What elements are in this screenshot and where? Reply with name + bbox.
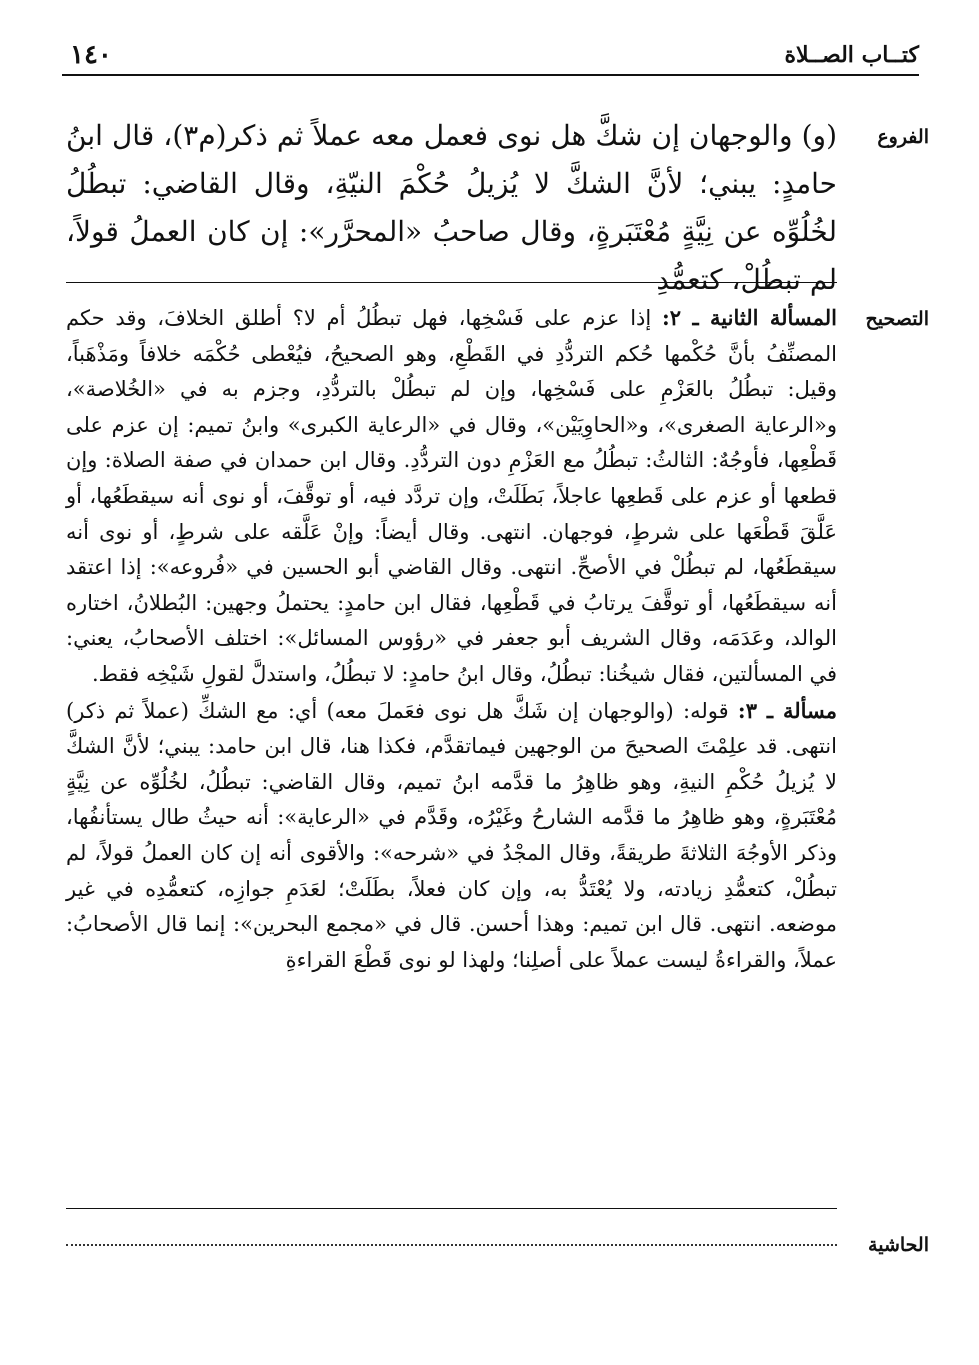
tashih-paragraph-1 bbox=[66, 300, 837, 693]
tashih-paragraph-2 bbox=[66, 693, 837, 979]
masala-3-heading: مسألة ـ ٣: bbox=[737, 697, 837, 723]
tashih-section bbox=[66, 300, 837, 978]
book-title: كتــاب الصــلاة bbox=[784, 42, 919, 68]
tashih-label: التصحيح bbox=[865, 308, 929, 330]
furu-label: الفروع bbox=[877, 126, 929, 148]
section-divider-2 bbox=[66, 1208, 837, 1209]
page-number: ١٤٠ bbox=[70, 40, 112, 70]
masala-2-text: إذا عزم على فَسْخِها، فهل تبطُلُ أم لا؟ أطلق الخلافَ، وقد حكم المصنِّفُ بأنَّ حُكْمها حُكم التردُّدِ في القَطْعِ، وهو الصحيحُ، فيُعْطى حُكْمَه خلافاً ومَذْهَباً، وقيل: تبطُلُ بالعَزْمِ على فَسْخِها، وإن لم تبطُلْ بالتردُّدِ، وجزم به في «الخُلاصة»، و«الرعاية الصغرى»، و«الحاوِيَيْن»، وقال في «الرعاية الكبرى» وابنُ تميم: إن عزم على قَطْعِها، فأوجُهٌ: الثالثُ: تبطُلُ مع العَزْمِ دون التردُّدِ. وقال ابن حمدان في صفة الصلاة: وإن قطعها أو عزم على قَطعِها عاجلاً، بَطَلَتْ، وإن تردَّد فيه، أو توقَّفَ، أو نوى أنه سيقطَعُها، أو عَلَّقَ قَطْعَها على شرطٍ، فوجهان. انتهى. وقال أيضاً: وإنْ عَلَّقه على شرطٍ، أو نوى أنه سيقطَعُها، لم تبطُلْ في الأصحِّ. انتهى. وقال القاضي أبو الحسين في «فُروعه»: إذا اعتقد أنه سيقطَعُها، أو توقَّفَ يرتابُ في قَطْعِها، فقال ابن حامدٍ: يحتملُ وجهين: البُطلانُ، اختاره الوالد، وعَدَمَه، وقال الشريف أبو جعفر في «رؤوس المسائل»: اختلف الأصحابُ، يعني: في المسألتين، فقال شيخُنا: تبطُلُ، وقال ابنُ حامدٍ: لا تبطُلُ، واستدلَّ لقولِ شَيْخِه فقط. bbox=[66, 306, 837, 686]
hashiya-dotted-line bbox=[66, 1244, 837, 1246]
hashiya-label: الحاشية bbox=[868, 1234, 929, 1256]
masala-2-heading: المسألة الثانية ـ ٢: bbox=[662, 305, 837, 330]
furu-text: (و) والوجهان إن شكَّ هل نوى فعمل معه عملاً ثم ذكر(م٣)، قال ابنُ حامدٍ: يبني؛ لأنَّ الشكَّ لا يُزيلُ حُكْمَ النيّةِ، وقال القاضي: تبطُلُ لخُلُوِّه عن نِيَّةٍ مُعْتَبَرةٍ، وقال صاحبُ «المحرَّر»: إن كان العملُ قولاً، لم تبطُلْ، كتعمُّدِ bbox=[66, 119, 837, 296]
header-rule bbox=[62, 74, 919, 76]
page-header bbox=[62, 38, 919, 74]
furu-section bbox=[66, 112, 837, 304]
masala-3-text: قوله: (والوجهان إن شَكَّ هل نوى فعَملَ معه) أي: مع الشكِّ (عملاً ثم ذكر) انتهى. قد علِمْتَ الصحيحَ من الوجهين فيماتقدَّم، فكذا هنا، قال ابن حامد: يبني؛ لأنَّ الشكَّ لا يُزيلُ حُكْمِ النيةِ، وهو ظاهِرُ ما قدَّمه ابنُ تميم، وقال القاضي: تبطُلُ، لخُلُوِّه عن نِيَّةٍ مُعْتَبَرةٍ، وهو ظاهِرُ ما قدَّمه الشارحُ وغَيْرُه، وقَدَّم في «الرعاية»: أنه حيثُ طال يستأنفُها، وذكر الأوجُهَ الثلاثةَ طريقةً، وقال المجْدُ في «شرحه»: والأقوى أنه إن كان العملُ قولاً، لم تبطُلْ، كتعمُّدِ زيادته، ولا يُعْتَدُّ به، وإن كان فعلاً، بطَلَتْ؛ لعَدَمِ جوازِه، كتعمُّدِه في غير موضعه. انتهى. قال ابن تميم: وهذا أحسن. قال في «مجمع البحرين»: إنما قال الأصحابُ: عملاً، والقراءةُ ليست عملاً على أصلِنا؛ ولهذا لو نوى قَطْعَ القراءةِ bbox=[66, 698, 837, 972]
section-divider bbox=[66, 282, 837, 283]
